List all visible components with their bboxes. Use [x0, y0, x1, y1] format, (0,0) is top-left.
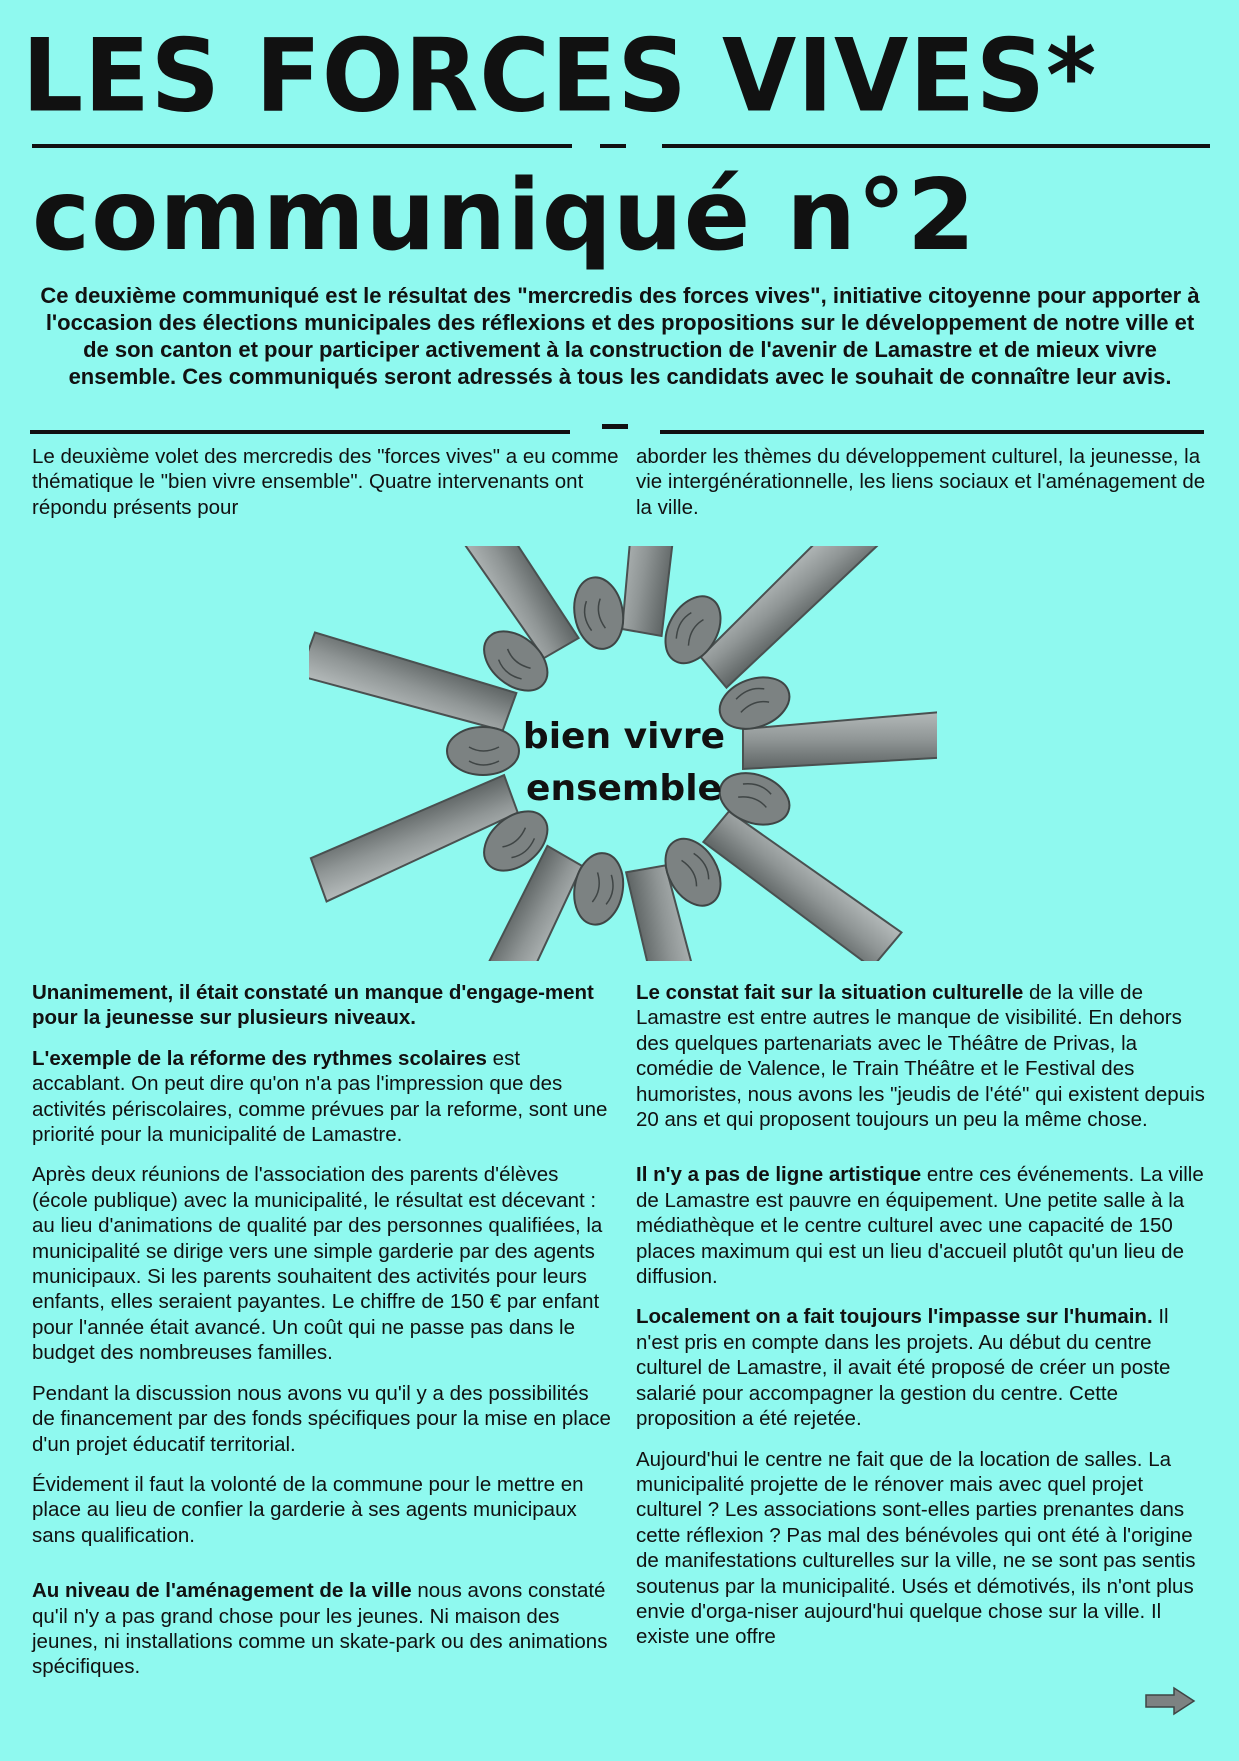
right-paragraph-2	[636, 1162, 1208, 1289]
hands-circle-image	[309, 546, 937, 961]
right-paragraph-4: Aujourd'hui le centre ne fait que de la location de salles. La municipalité projette de le rénover mais avec quel projet culturel ? Les associations sont-elles parties prenantes dans cette réflexion ? Pas mal des bénévoles qui ont été à l'origine de manifestations culturelles sur la ville, ne se sont pas sentis soutenus par la municipalité. Usés et démotivés, ils n'ont plus envie d'orga-niser aujourd'hui quelque chose sur la ville. Il existe une offre	[636, 1447, 1196, 1649]
intro-rule-left	[30, 430, 570, 434]
left-p6-text: nous avons constaté qu'il n'y a pas grand chose pour les jeunes. Ni maison des jeunes, ni installations comme un skate-park ou des animations spécifiques.	[32, 1579, 608, 1679]
image-caption	[434, 711, 814, 815]
intro-rule-right	[660, 430, 1204, 434]
right-p1-bold: Le constat fait sur la situation culturelle	[636, 981, 1024, 1004]
right-paragraph-1	[636, 980, 1208, 1132]
left-article-column	[32, 980, 612, 1695]
right-p3-bold: Localement on a fait toujours l'impasse sur l'humain.	[636, 1305, 1153, 1329]
right-p3-text: Il n'est pris en compte dans les projets. Au début du centre culturel de Lamastre, il avait été proposé de créer un poste salarié pour accompagner la gestion du centre. Cette proposition a été rejetée.	[636, 1305, 1171, 1431]
image-caption-line-2: ensemble	[526, 768, 722, 809]
left-p1-bold: Unanimement, il était constaté un manque d'engage-ment pour la jeunesse sur plusieurs niveaux.	[32, 981, 594, 1030]
title-rule-center	[600, 144, 626, 148]
intro-rule-center	[602, 424, 628, 429]
left-p2-text: est accablant. On peut dire qu'on n'a pas l'impression que des activités périscolaires, comme prévues par la reforme, sont une priorité pour la municipalité de Lamastre.	[32, 1046, 608, 1147]
lead-left: Le deuxième volet des mercredis des "forces vives" a eu comme thématique le "bien vivre ensemble". Quatre intervenants ont répondu présents pour	[32, 445, 619, 519]
right-p2-bold: Il n'y a pas de ligne artistique	[636, 1163, 922, 1187]
next-page-arrow-icon[interactable]	[1144, 1686, 1196, 1716]
issue-title: communiqué n°2	[32, 159, 977, 273]
newsletter-title: LES FORCES VIVES*	[22, 16, 1098, 135]
left-paragraph-3: Après deux réunions de l'association des parents d'élèves (école publique) avec la municipalité, le résultat est décevant : au lieu d'animations de qualité par des personnes qualifiées, la municipalité se dirige vers une simple garderie par des agents municipaux. Si les parents souhaitent des activités pour leurs enfants, elles seraient payantes. Le chiffre de 150 € par enfant pour l'année était avancé. Un coût qui ne passe pas dans le budget des nombreuses familles.	[32, 1163, 603, 1365]
title-rule-right	[662, 144, 1210, 148]
right-article-column	[636, 980, 1208, 1665]
lead-right: aborder les thèmes du développement culturel, la jeunesse, la vie intergénérationnelle, les liens sociaux et l'aménagement de la ville.	[636, 445, 1206, 519]
image-caption-line-1: bien vivre	[522, 716, 726, 757]
title-rule-left	[32, 144, 572, 148]
right-p2-text: entre ces événements. La ville de Lamastre est pauvre en équipement. Une petite salle à la médiathèque et le centre culturel avec une capacité de 150 places maximum qui est un lieu d'accueil plutôt qu'un lieu de diffusion.	[636, 1163, 1204, 1289]
left-paragraph-6	[32, 1578, 612, 1680]
left-paragraph-5: Évidement il faut la volonté de la commune pour le mettre en place au lieu de confier la garderie à ses agents municipaux sans qualification.	[32, 1472, 584, 1547]
left-paragraph-4: Pendant la discussion nous avons vu qu'il y a des possibilités de financement par des fonds spécifiques pour la mise en place d'un projet éducatif territorial.	[32, 1381, 611, 1456]
left-p6-bold: Au niveau de l'aménagement de la ville	[32, 1579, 412, 1603]
left-paragraph-2	[32, 1046, 612, 1148]
left-paragraph-1	[32, 980, 612, 1031]
lead-right-text	[636, 444, 1208, 535]
lead-left-text	[32, 444, 620, 535]
intro-paragraph: Ce deuxième communiqué est le résultat des "mercredis des forces vives", initiative citoyenne pour apporter à l'occasion des élections municipales des réflexions et des propositions sur le développement de notre ville et de son canton et pour participer activement à la construction de l'avenir de Lamastre et de mieux vivre ensemble. Ces communiqués seront adressés à tous les candidats avec le souhait de connaître leur avis.	[40, 283, 1200, 389]
right-paragraph-3	[636, 1304, 1208, 1431]
left-p2-bold: L'exemple de la réforme des rythmes scolaires	[32, 1046, 487, 1070]
right-p1-text: de la ville de Lamastre est entre autres le manque de visibilité. En dehors des quelques partenariats avec le Théâtre de Privas, la comédie de Valence, le Train Théâtre et le Festival des humoristes, nous avons les "jeudis de l'été" qui existent depuis 20 ans et qui proposent toujours un peu la même chose.	[636, 981, 1205, 1132]
